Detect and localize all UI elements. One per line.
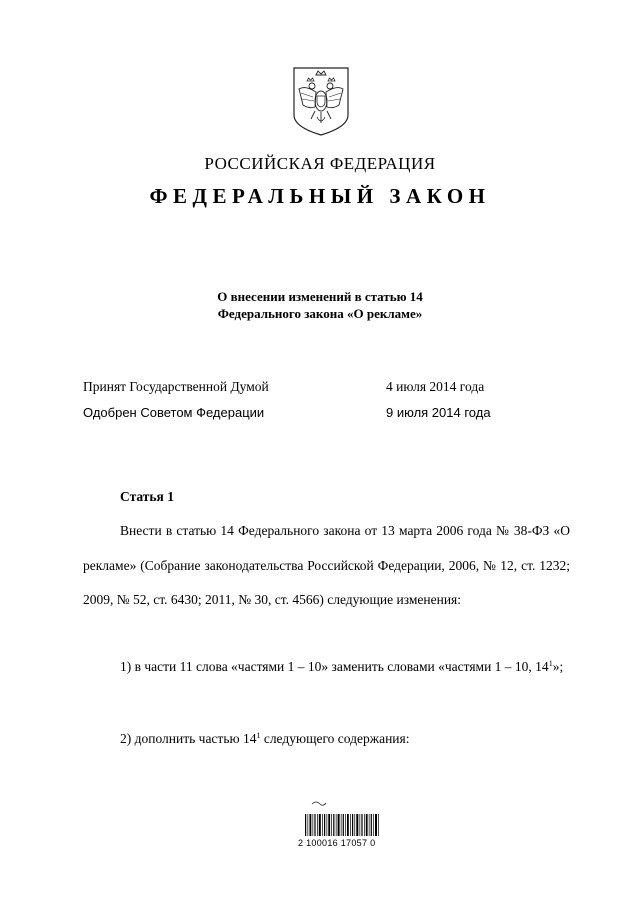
law-type-heading: ФЕДЕРАЛЬНЫЙ ЗАКОН — [149, 184, 491, 208]
law-title-line-2: Федерального закона «О рекламе» — [217, 306, 423, 321]
approved-label: Одобрен Советом Федерации — [83, 405, 265, 420]
law-title-line-1: О внесении изменений в статью 14 — [217, 289, 423, 304]
article-intro-paragraph: Внести в статью 14 Федерального закона от 13 марта 2006 года № 38-ФЗ «О рекламе» (Собрание законодательства Российской Федерации, 2006, № 12, ст. 1232; 2009, № 52, ст. 6430; 2011, № 30, ст. 4566) следующие изменения: — [83, 523, 570, 607]
article-heading: Статья 1 — [120, 489, 174, 504]
item-1-tail: »; — [552, 659, 564, 674]
barcode-number: 2 100016 17057 0 — [298, 838, 376, 848]
adopted-label: Принят Государственной Думой — [83, 379, 269, 394]
adopted-date: 4 июля 2014 года — [386, 379, 485, 394]
approved-date: 9 июля 2014 года — [386, 405, 491, 420]
item-1-superscript: 1 — [548, 659, 553, 668]
country-heading: РОССИЙСКАЯ ФЕДЕРАЦИЯ — [204, 154, 436, 173]
article-item-1 — [83, 650, 570, 685]
signature-mark-icon — [312, 802, 326, 805]
item-2-tail: следующего содержания: — [260, 731, 410, 746]
article-item-2 — [120, 722, 409, 757]
item-2-text: 2) дополнить частью 14 — [120, 731, 257, 746]
item-2-superscript: 1 — [256, 731, 261, 740]
coat-of-arms-icon — [291, 65, 351, 137]
item-1-text: 1) в части 11 слова «частями 1 – 10» заменить словами «частями 1 – 10, 14 — [120, 659, 549, 674]
